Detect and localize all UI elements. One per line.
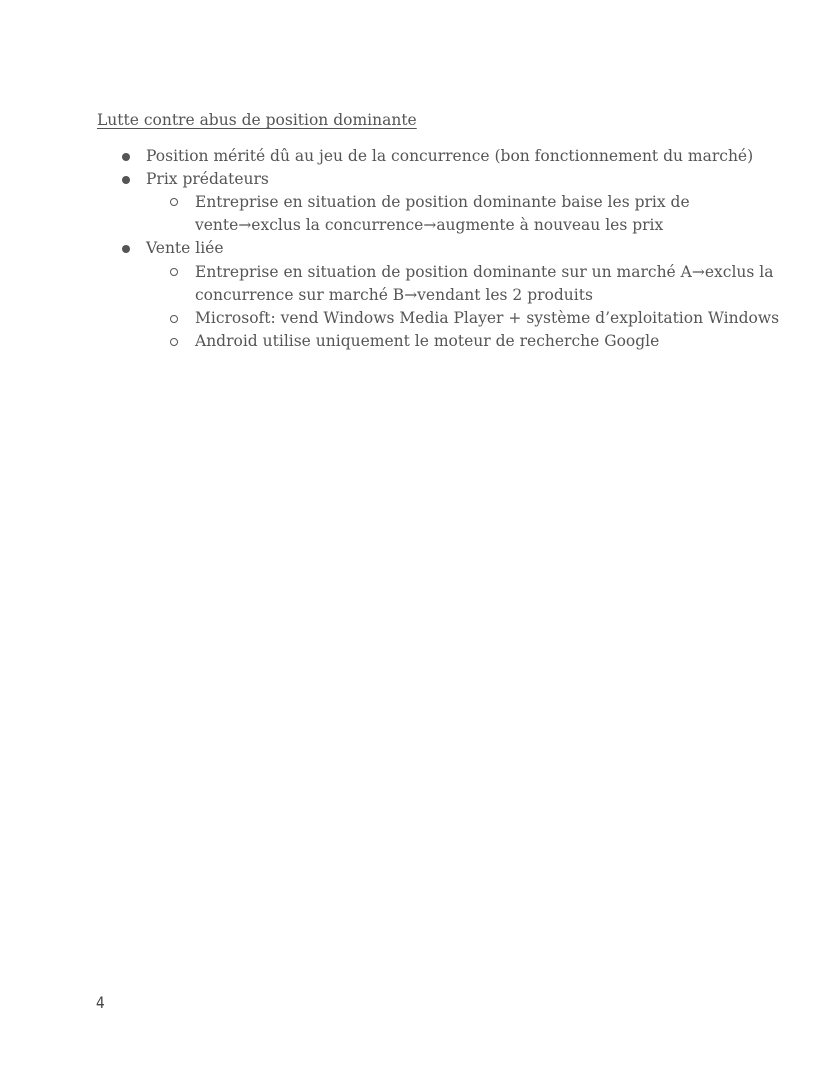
list-item: Prix prédateurs: [146, 170, 269, 188]
bullet-dot-icon: [122, 176, 130, 184]
list-item: Position mérité dû au jeu de la concurrence (bon fonctionnement du marché): [146, 147, 754, 165]
sub-list-item-line: Android utilise uniquement le moteur de recherche Google: [195, 332, 660, 350]
bullet-circle-icon: [170, 268, 178, 276]
bullet-circle-icon: [170, 315, 178, 323]
sub-list-item-line: concurrence sur marché B→vendant les 2 produits: [195, 286, 593, 304]
list-item: Vente liée: [146, 239, 224, 257]
sub-list-item-line: vente→exclus la concurrence→augmente à nouveau les prix: [195, 216, 664, 234]
section-heading: Lutte contre abus de position dominante: [97, 111, 417, 129]
sub-list-item-line: Entreprise en situation de position dominante sur un marché A→exclus la: [195, 263, 774, 281]
bullet-dot-icon: [122, 245, 130, 253]
page-number: 4: [96, 993, 105, 1012]
sub-list-item-line: Microsoft: vend Windows Media Player + système d’exploitation Windows: [195, 309, 780, 327]
bullet-circle-icon: [170, 338, 178, 346]
bullet-circle-icon: [170, 198, 178, 206]
bullet-dot-icon: [122, 153, 130, 161]
sub-list-item-line: Entreprise en situation de position dominante baise les prix de: [195, 193, 690, 211]
